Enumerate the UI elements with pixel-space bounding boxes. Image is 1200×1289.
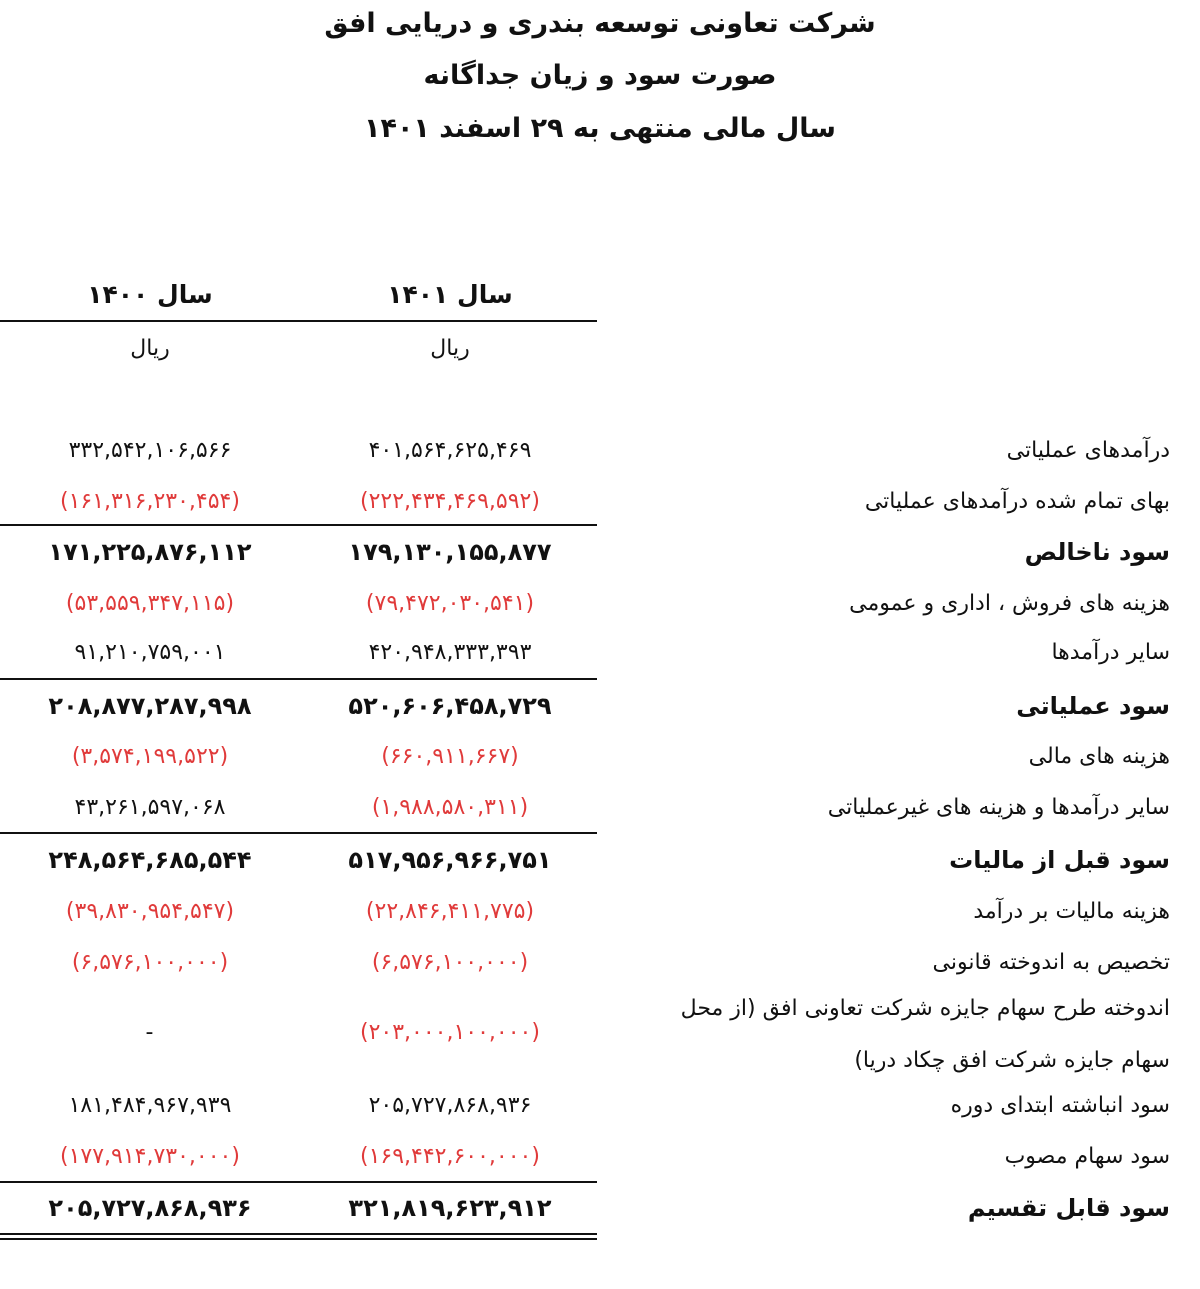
value-1401: ۳۲۱,۸۱۹,۶۲۳,۹۱۲ <box>348 1194 552 1222</box>
row-label <box>570 983 1170 1087</box>
row-label: تخصیص به اندوخته قانونی <box>932 950 1170 975</box>
row-non-operating <box>0 782 1200 834</box>
value-1401: (۱,۹۸۸,۵۸۰,۳۱۱) <box>371 795 529 820</box>
value-1400: ۲۰۸,۸۷۷,۲۸۷,۹۹۸ <box>48 692 252 720</box>
value-1400: ۹۱,۲۱۰,۷۵۹,۰۰۱ <box>74 640 226 665</box>
value-1401: ۲۰۵,۷۲۷,۸۶۸,۹۳۶ <box>368 1093 532 1118</box>
value-1401: ۵۲۰,۶۰۶,۴۵۸,۷۲۹ <box>348 692 552 720</box>
row-label: سایر درآمدها و هزینه های غیرعملیاتی <box>827 795 1170 820</box>
row-label: هزینه های فروش ، اداری و عمومی <box>849 591 1170 616</box>
row-finance-costs <box>0 731 1200 783</box>
column-header-1401: سال ۱۴۰۱ <box>387 280 513 309</box>
value-1400: - <box>145 1020 155 1045</box>
value-1400: ۴۳,۲۶۱,۵۹۷,۰۶۸ <box>74 795 226 820</box>
value-1401: (۷۹,۴۷۲,۰۳۰,۵۴۱) <box>365 591 535 616</box>
row-operating-revenue <box>0 425 1200 477</box>
value-1400: (۱۶۱,۳۱۶,۲۳۰,۴۵۴) <box>60 489 240 514</box>
row-label: سود انباشته ابتدای دوره <box>950 1093 1170 1118</box>
row-distributable-profit <box>0 1182 1200 1234</box>
column-header-1400: سال ۱۴۰۰ <box>87 280 213 309</box>
row-label: سود قابل تقسیم <box>967 1194 1170 1222</box>
statement-title: صورت سود و زیان جداگانه <box>423 60 777 91</box>
row-other-income <box>0 627 1200 679</box>
value-1400: ۱۸۱,۴۸۴,۹۶۷,۹۳۹ <box>68 1093 232 1118</box>
value-1400: ۲۰۵,۷۲۷,۸۶۸,۹۳۶ <box>48 1194 252 1222</box>
value-1400: (۳۹,۸۳۰,۹۵۴,۵۴۷) <box>65 899 235 924</box>
unit-label-1401: ریال <box>430 336 470 361</box>
value-1400: (۱۷۷,۹۱۴,۷۳۰,۰۰۰) <box>60 1144 240 1169</box>
value-1401: (۲۲,۸۴۶,۴۱۱,۷۷۵) <box>365 899 535 924</box>
value-1401: (۲۰۳,۰۰۰,۱۰۰,۰۰۰) <box>360 1020 540 1045</box>
row-label: سایر درآمدها <box>1051 640 1170 665</box>
row-profit-before-tax <box>0 834 1200 886</box>
row-bonus-share-reserve <box>0 983 1200 1087</box>
value-1400: ۳۳۲,۵۴۲,۱۰۶,۵۶۶ <box>68 438 232 463</box>
row-sga-expenses <box>0 578 1200 630</box>
value-1401: (۶۶۰,۹۱۱,۶۶۷) <box>381 744 519 769</box>
row-legal-reserve <box>0 937 1200 989</box>
double-underline-top <box>0 1233 597 1235</box>
value-1401: (۲۲۲,۴۳۴,۴۶۹,۵۹۲) <box>360 489 540 514</box>
value-1401: (۱۶۹,۴۴۲,۶۰۰,۰۰۰) <box>360 1144 540 1169</box>
value-1401: ۴۰۱,۵۶۴,۶۲۵,۴۶۹ <box>368 438 532 463</box>
value-1401: ۵۱۷,۹۵۶,۹۶۶,۷۵۱ <box>348 846 552 874</box>
row-gross-profit <box>0 526 1200 578</box>
value-1400: ۱۷۱,۲۲۵,۸۷۶,۱۱۲ <box>48 538 252 566</box>
row-label-line2: سهام جایزه شرکت افق چکاد دریا) <box>854 1048 1170 1073</box>
row-operating-profit <box>0 680 1200 732</box>
row-label: سود ناخالص <box>1024 538 1170 566</box>
row-label: سود عملیاتی <box>1016 692 1170 720</box>
row-label: بهای تمام شده درآمدهای عملیاتی <box>864 489 1170 514</box>
row-label-line1: اندوخته طرح سهام جایزه شرکت تعاونی افق (از محل <box>680 996 1170 1021</box>
unit-label-1400: ریال <box>130 336 170 361</box>
value-1401: ۴۲۰,۹۴۸,۳۳۳,۳۹۳ <box>368 640 532 665</box>
row-label: هزینه مالیات بر درآمد <box>973 899 1170 924</box>
row-label: سود سهام مصوب <box>1004 1144 1170 1169</box>
row-income-tax <box>0 886 1200 938</box>
row-label: درآمدهای عملیاتی <box>1006 438 1170 463</box>
row-label: هزینه های مالی <box>1028 744 1170 769</box>
value-1401: ۱۷۹,۱۳۰,۱۵۵,۸۷۷ <box>348 538 552 566</box>
double-underline-bottom <box>0 1238 597 1240</box>
row-dividends-approved <box>0 1131 1200 1183</box>
value-1400: (۵۳,۵۵۹,۳۴۷,۱۱۵) <box>65 591 235 616</box>
value-1400: (۶,۵۷۶,۱۰۰,۰۰۰) <box>71 950 229 975</box>
period-title: سال مالی منتهی به ۲۹ اسفند ۱۴۰۱ <box>363 113 836 144</box>
row-cost-of-revenue <box>0 476 1200 528</box>
row-retained-earnings-start <box>0 1080 1200 1132</box>
value-1401: (۶,۵۷۶,۱۰۰,۰۰۰) <box>371 950 529 975</box>
company-title: شرکت تعاونی توسعه بندری و دریایی افق <box>324 8 876 39</box>
row-label: سود قبل از مالیات <box>949 846 1170 874</box>
value-1400: ۲۴۸,۵۶۴,۶۸۵,۵۴۴ <box>48 846 252 874</box>
value-1400: (۳,۵۷۴,۱۹۹,۵۲۲) <box>71 744 229 769</box>
header-divider <box>0 320 597 322</box>
